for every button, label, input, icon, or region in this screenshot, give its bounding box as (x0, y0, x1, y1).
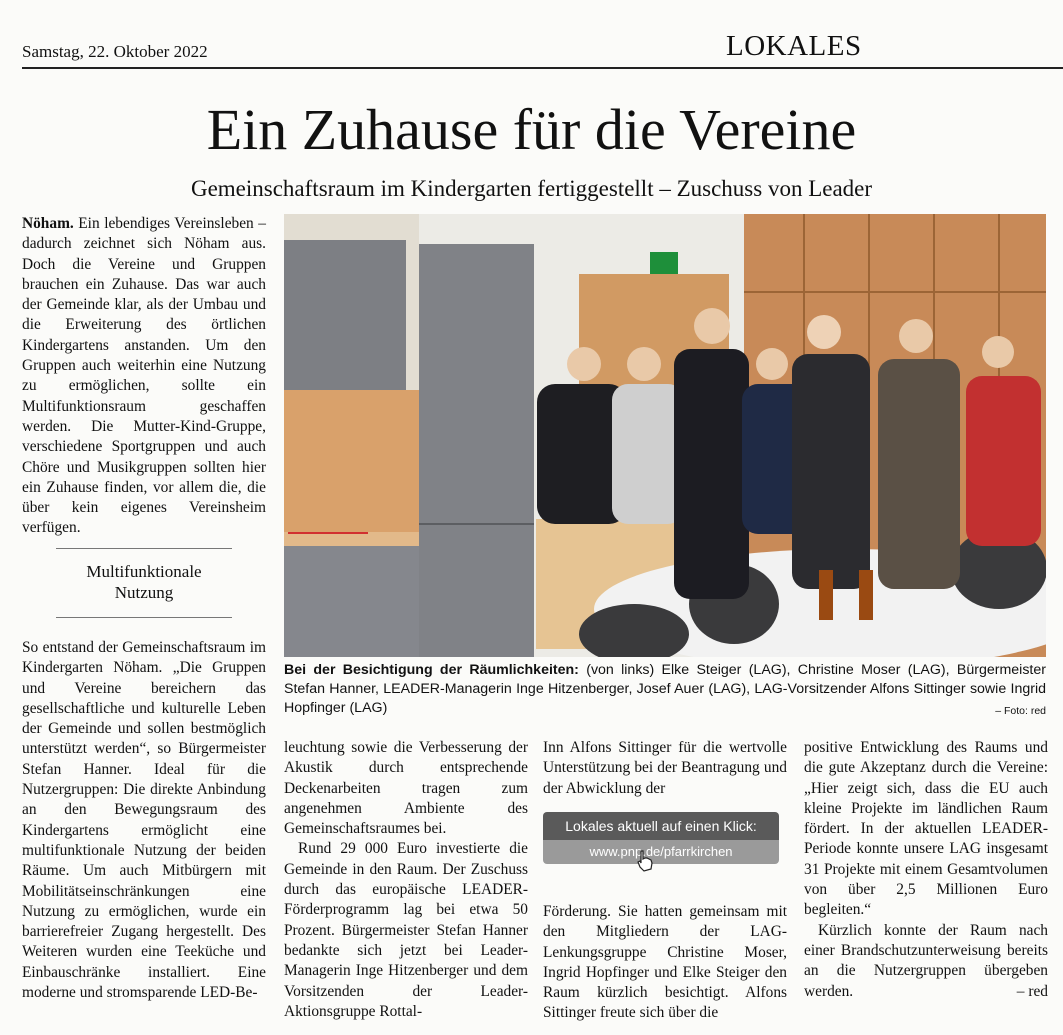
paragraph-uebergabe (804, 921, 1048, 1002)
section-title: LOKALES (726, 30, 862, 62)
photo-caption (284, 661, 1046, 718)
promo-box[interactable] (543, 812, 783, 868)
paragraph-kosten: Rund 29 000 Euro investierte die Gemeinde in den Raum. Der Zuschuss durch das europäische LEADER-Förderprogramm lag bei etwa 50 Prozent. Bürgermeister Stefan Hanner bedankte sich jetzt bei Leader-Managerin Inge Hitzenberger und dem Vorsitzenden der Leader-Aktionsgruppe Rottal- (284, 840, 528, 1020)
publication-date: Samstag, 22. Oktober 2022 (22, 42, 208, 61)
intertitle-line-2: Nutzung (114, 583, 174, 602)
author-signature: – red (1016, 982, 1048, 1000)
caption-lead: Bei der Besichtigung der Räumlichkeiten: (284, 662, 579, 678)
column-2 (284, 738, 528, 1022)
header-rule (22, 67, 1063, 69)
article-headline: Ein Zuhause für die Vereine (206, 97, 857, 162)
hand-cursor-icon (635, 850, 655, 872)
dateline: Nöham. (22, 215, 74, 232)
promo-link[interactable]: www.pnp.de/pfarrkirchen (543, 840, 779, 864)
photo-credit: – Foto: red (995, 705, 1046, 717)
paragraph-zitat: positive Entwicklung des Raums und die gute Akzeptanz durch die Vereine: „Hier zeigt sich, dass die EU auch kleine Projekte im ländlichen Raum fördert. In der aktuellen LEADER-Periode konnte unsere LAG insgesamt 31 Projekte mit einem Gesamtvolumen von über 2,5 Millionen Euro begleiten.“ (804, 739, 1048, 919)
intertitle-line-1: Multifunktionale (86, 562, 202, 581)
paragraph-intro: Ein lebendiges Vereinsleben – dadurch zeichnet sich Nöham aus. Doch die Vereine und Gruppen brauchen ein Zuhause. Das war auch der Gemeinde klar, als der Umbau und die Erweiterung des örtlichen Kindergartens anstanden. Um den Gruppen auch weiterhin eine Nutzung zu ermöglichen, sollte ein Multifunktionsraum geschaffen werden. Die Mutter-Kind-Gruppe, verschiedene Sportgruppen und auch Chöre und Musikgruppen sollten hier ein Zuhause finden, vor allem die, die über kein eigenes Vereinsheim verfügen. (22, 215, 266, 537)
article-subheadline: Gemeinschaftsraum im Kindergarten fertiggestellt – Zuschuss von Leader (190, 176, 873, 201)
paragraph-besichtigung: Förderung. Sie hatten gemeinsam mit den Mitgliedern der LAG-Lenkungsgruppe Christine Moser, Ingrid Hopfinger und Elke Steiger den Raum kürzlich besichtigt. Alfons Sittinger freute sich über die (543, 903, 787, 1022)
article-photo (284, 214, 1046, 657)
column-3-bottom (543, 902, 787, 1024)
column-3-top (543, 738, 787, 799)
column-1-top (22, 214, 266, 539)
column-4 (804, 738, 1048, 1002)
intertitle (56, 548, 232, 618)
promo-title: Lokales aktuell auf einen Klick: (543, 812, 779, 840)
caption-text: (von links) Elke Steiger (LAG), Christine Moser (LAG), Bürgermeister Stefan Hanner, LEADER-Managerin Inge Hitzenberger, Josef Auer (LAG), LAG-Vorsitzender Alfons Sittinger sowie Ingrid Hopfinger (LAG) (284, 662, 1046, 716)
paragraph-led: leuchtung sowie die Verbesserung der Akustik durch entsprechende Deckenarbeiten tragen zum angenehmen Ambiente des Gemeinschaftsraumes bei. (284, 739, 528, 838)
column-1-bottom (22, 638, 266, 1003)
group-photo-illustration (284, 214, 1046, 657)
paragraph-dank: Inn Alfons Sittinger für die wertvolle Unterstützung bei der Beantragung und der Abwicklung der (543, 739, 787, 797)
paragraph-uebergabe-text: Kürzlich konnte der Raum nach einer Brandschutzunterweisung bereits an die Nutzergruppen übergeben werden. (804, 921, 1048, 1000)
paragraph-gemeinschaftsraum: So entstand der Gemeinschaftsraum im Kindergarten Nöham. „Die Gruppen und Vereine bereichern das gesellschaftliche und kulturelle Leben der Gemeinde und sollen bestmöglich unterstützt werden“, so Bürgermeister Stefan Hanner. Ideal für die Nutzergruppen: Die direkte Anbindung an den Bewegungsraum des Kindergartens ermöglicht eine multifunktionale Nutzung der beiden Räume. Um auch Mitbürgern mit Mobilitätseinschränkungen eine Nutzung zu ermöglichen, wurde ein barrierefreier Zugang hergestellt. Des Weiteren wurden eine Teeküche und Einbauschränke installiert. Eine moderne und stromsparende LED-Be- (22, 639, 266, 1002)
